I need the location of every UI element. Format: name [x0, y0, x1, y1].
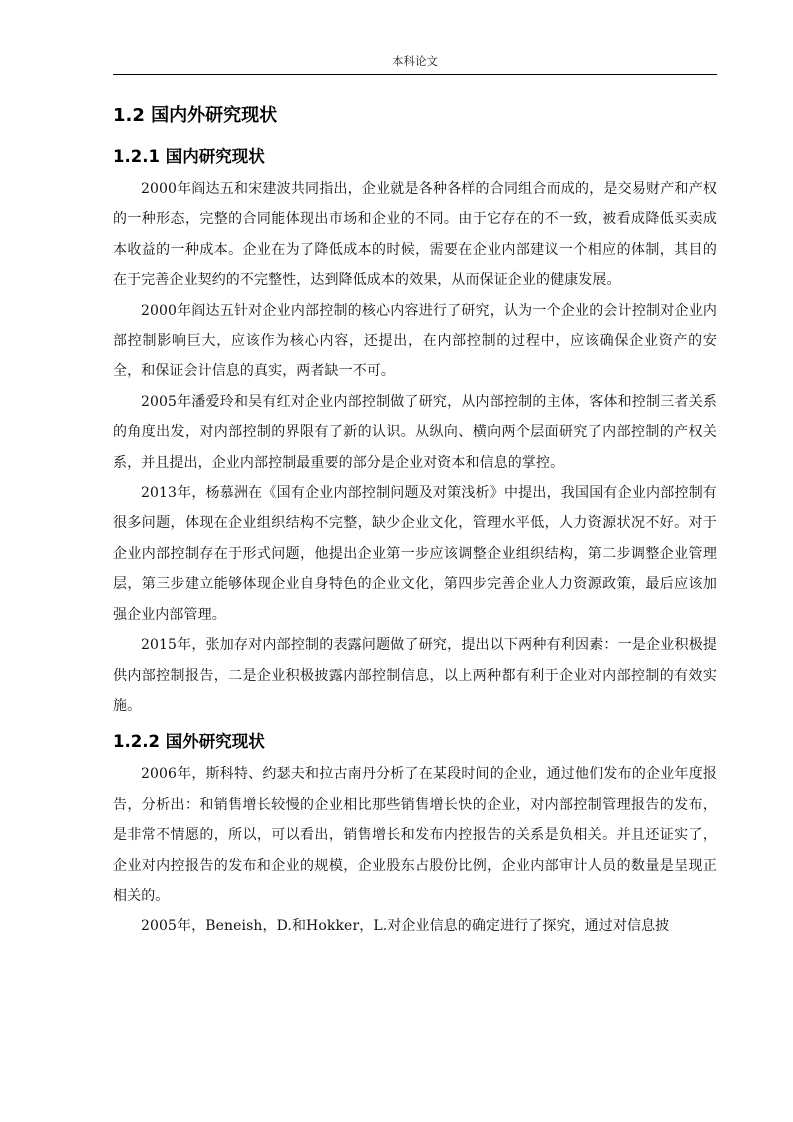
running-header: 本科论文	[392, 54, 438, 68]
header-divider	[113, 74, 717, 75]
paragraph: 2005年潘爱玲和吴有红对企业内部控制做了研究，从内部控制的主体，客体和控制三者关系的角度出发，对内部控制的界限有了新的认识。从纵向、横向两个层面研究了内部控制的产权关系，并且提出，企业内部控制最重要的部分是企业对资本和信息的掌控。	[113, 393, 717, 471]
document-body	[113, 102, 717, 942]
spacer	[113, 721, 717, 729]
subsection-heading-foreign: 1.2.2 国外研究现状	[113, 732, 265, 752]
paragraph: 2005年，Beneish，D.和Hokker，L.对企业信息的确定进行了探究，通过对信息披	[141, 918, 670, 935]
paragraph: 2000年阎达五和宋建波共同指出，企业就是各种各样的合同组合而成的，是交易财产和产权的一种形态，完整的合同能体现出市场和企业的不同。由于它存在的不一致，被看成降低买卖成本收益的一种成本。企业在为了降低成本的时候，需要在企业内部建议一个相应的体制，其目的在于完善企业契约的不完整性，达到降低成本的效果，从而保证企业的健康发展。	[113, 181, 717, 289]
section-heading: 1.2 国内外研究现状	[113, 105, 278, 126]
paragraph: 2006年，斯科特、约瑟夫和拉古南丹分析了在某段时间的企业，通过他们发布的企业年度报告，分析出：和销售增长较慢的企业相比那些销售增长快的企业，对内部控制管理报告的发布，是非常不情愿的，所以，可以看出，销售增长和发布内控报告的关系是负相关。并且还证实了，企业对内控报告的发布和企业的规模，企业股东占股份比例，企业内部审计人员的数量是呈现正相关的。	[113, 766, 717, 904]
paragraph: 2000年阎达五针对企业内部控制的核心内容进行了研究，认为一个企业的会计控制对企业内部控制影响巨大，应该作为核心内容，还提出，在内部控制的过程中，应该确保企业资产的安全，和保证会计信息的真实，两者缺一不可。	[113, 302, 717, 380]
paragraph: 2015年，张加存对内部控制的表露问题做了研究，提出以下两种有利因素：一是企业积极提供内部控制报告，二是企业积极披露内部控制信息，以上两种都有利于企业对内部控制的有效实施。	[113, 637, 717, 714]
subsection-heading-domestic: 1.2.1 国内研究现状	[113, 147, 265, 166]
paragraph: 2013年，杨慕洲在《国有企业内部控制问题及对策浅析》中提出，我国国有企业内部控制有很多问题，体现在企业组织结构不完整，缺少企业文化，管理水平低，人力资源状况不好。对于企业内部控制存在于形式问题，他提出企业第一步应该调整企业组织结构，第二步调整企业管理层，第三步建立能够体现企业自身特色的企业文化，第四步完善企业人力资源政策，最后应该加强企业内部管理。	[113, 485, 717, 623]
